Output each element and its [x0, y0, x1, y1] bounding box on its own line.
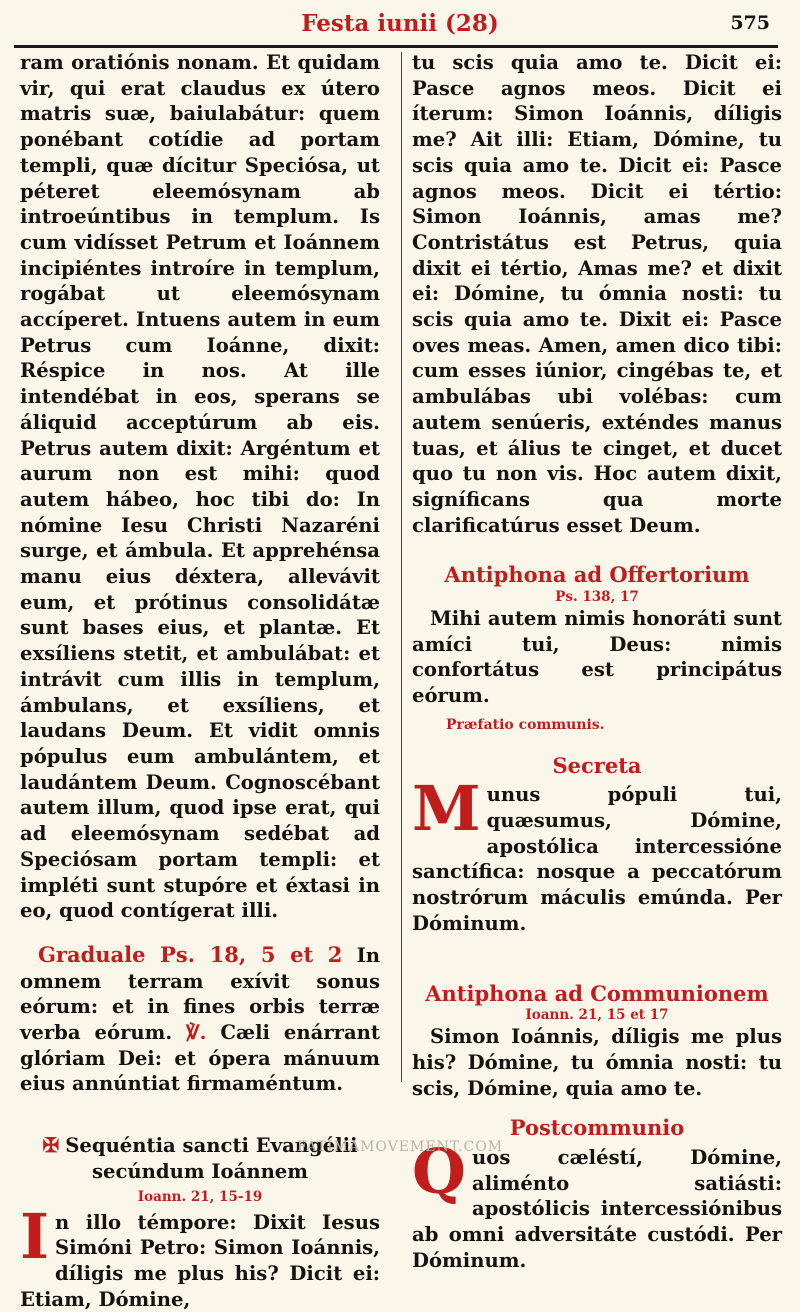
gospel-continuation: tu scis quia amo te. Dicit ei: Pasce agnos meos. Dicit ei íterum: Simon Ioánnis, díligis me? Ait illi: Etiam, Dómine, tu scis quia amo te. Dicit ei: Pasce agnos meos. Dicit ei tértio: Simon Ioánnis, amas me? Contristátus est Petrus, quia dixit ei tértio, Amas me? et dixit ei: Dómine, tu ómnia nosti: tu scis quia amo te. Dixit ei: Pasce oves meas. Amen, amen dico tibi: cum esses iúnior, cingébas te, et ambulábas ubi volébas: cum autem senúeris, exténdes manus tuas, et álius te cinget, et ducet quo tu non vis. Hoc autem dixit, signíficans qua morte clarificatúrus esset Deum. — [412, 51, 782, 537]
communion-reference: Ioann. 21, 15 et 17 — [525, 1007, 669, 1024]
gospel-text: In illo témpore: Dixit Iesus Simóni Petro: Simon Ioánnis, díligis me plus his? Dicit ei: Etiam, Dómine, — [20, 1199, 380, 1311]
communion-text: Simon Ioánnis, díligis me plus his? Dómine, tu ómnia nosti: tu scis, Dómine, quia amo te. — [412, 1025, 782, 1100]
page-header — [0, 0, 800, 48]
sequentia-title-line2: secúndum Ioánnem — [91, 1159, 309, 1183]
secreta-dropcap: M — [412, 772, 481, 846]
graduale-text: In omnem terram exívit sonus eórum: et in fines orbis terræ verba eórum. — [20, 943, 380, 1045]
secreta-heading: Secreta — [552, 752, 642, 778]
sequentia-reference: Ioann. 21, 15-19 — [137, 1188, 263, 1205]
offertory-text: Mihi autem nimis honoráti sunt amíci tui, Deus: nimis confortátus est principátus eórum. — [412, 607, 782, 708]
graduale — [20, 942, 380, 1097]
graduale-text-2: Cæli enárrant glóriam Dei: et ópera mánuum eius annúntiat firmaméntum. — [20, 1021, 380, 1096]
left-column — [20, 50, 380, 1312]
column-divider — [401, 52, 402, 1082]
postcommunio-text: Quos cæléstí, Dómine, aliménto satiásti: apostólicis intercessiónibus ab omni adversitáte custódi. Per Dóminum. — [412, 1135, 782, 1272]
page-title: Festa iunii (28) — [301, 10, 499, 37]
lectio-text: ram oratiónis nonam. Et quidam vir, qui erat claudus ex útero matris suæ, baiulabátur: quem ponébant cotídie ad portam templi, quæ dícitur Speciósa, ut péteret eleemósynam ab introeúntibus in templum. Is cum vidísset Petrum et Ioánnem incipiéntes introíre in templum, rogábat ut eleemósynam accíperet. Intuens autem in eum Petrus cum Ioánne, dixit: Réspice in nos. At ille intendébat in eos, sperans se áliquid acceptúrum ab eis. Petrus autem dixit: Argéntum et aurum non est mihi: quod autem hábeo, hoc tibi do: In nómine Iesu Christi Nazaréni surge, et ámbula. Et apprehénsa manu eius déxtera, allevávit eum, et prótinus consolidátæ sunt bases eius, et plantæ. Et exsíliens stetit, et ambulábat: et intrávit cum illis in templum, ámbulans, et exsíliens, et laudans Deum. Et vidit omnis pópulus eum ambulántem, et laudántem Deum. Cognoscébant autem illum, quod ipse erat, qui ad eleemósynam sedébat ad Speciósam portam templi: et impléti sunt stupóre et éxtasi in eo, quod contígerat illi. — [20, 51, 380, 923]
graduale-label: Graduale Ps. 18, 5 et 2 — [38, 941, 343, 967]
versicle-symbol: ℣. — [186, 1021, 207, 1045]
offertory-heading: Antiphona ad Offertorium — [444, 562, 750, 588]
praefatio-note: Præfatio communis. — [446, 716, 605, 733]
sequentia-title-line1: ✠ Sequéntia sancti Evangélii — [42, 1133, 358, 1158]
offertory-reference: Ps. 138, 17 — [555, 589, 639, 606]
communion-heading: Antiphona ad Communionem — [425, 980, 769, 1006]
postcommunio-dropcap: Q — [412, 1135, 467, 1209]
gospel-dropcap: I — [20, 1199, 50, 1273]
header-rule — [14, 45, 778, 48]
secreta-text: Munus pópuli tui, quæsumus, Dómine, apostólica intercessióne sanctífica: nosque a peccatórum nostrórum máculis emúnda. Per Dóminum. — [412, 772, 782, 935]
postcommunio-heading: Postcommunio — [509, 1115, 685, 1141]
watermark: FATIMAMOVEMENT.COM — [296, 1139, 504, 1155]
right-column — [412, 50, 782, 1274]
page-number: 575 — [730, 12, 770, 34]
cross-icon: ✠ — [42, 1133, 60, 1158]
